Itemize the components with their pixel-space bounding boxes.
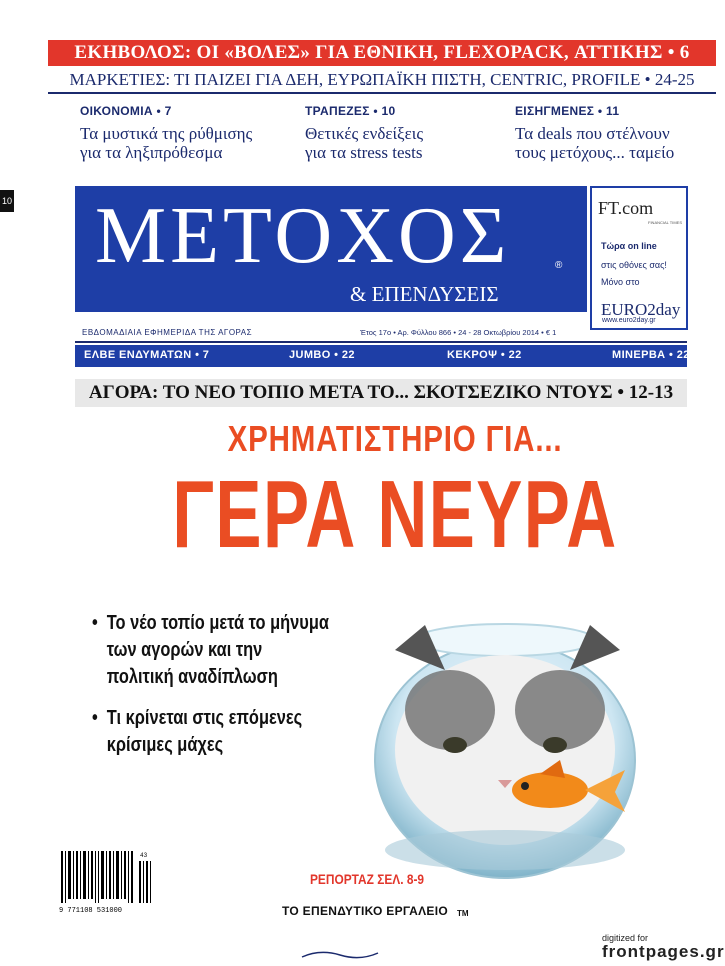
- teaser-oikonomia[interactable]: [80, 104, 280, 162]
- bullet-1: [92, 610, 329, 691]
- bullet-line: πολιτική αναδίπλωση: [106, 666, 278, 688]
- report-pages-link[interactable]: ΡΕΠΟΡΤΑΖ ΣΕΛ. 8-9: [310, 871, 425, 887]
- decorative-swoosh-icon: [300, 945, 380, 965]
- index-item-elve[interactable]: ΕΛΒΕ ΕΝΔΥΜΑΤΩΝ • 7: [84, 349, 210, 361]
- page-number-marker: 10: [0, 190, 14, 212]
- bullet-line: Τι κρίνεται στις επόμενες: [106, 707, 303, 729]
- cat-fishbowl-illustration: [360, 600, 650, 890]
- teaser-body: [305, 124, 505, 162]
- euro2day-logo: EURO2day: [601, 300, 681, 319]
- teaser-line: για τα stress tests: [305, 143, 423, 162]
- ft-promo-line: Τώρα on line: [601, 241, 657, 251]
- ft-small-text: FINANCIAL TIMES: [648, 220, 683, 225]
- bullet-dot-icon: •: [92, 707, 98, 729]
- top-banner[interactable]: ΕΚΗΒΟΛΟΣ: ΟΙ «ΒΟΛΕΣ» ΓΙΑ ΕΘΝΙΚΗ, FLEXOPACK, ΑΤΤΙΚΗΣ • 6: [48, 40, 716, 66]
- ft-promo-line: στις οθόνες σας!: [601, 260, 667, 270]
- teaser-line: Θετικές ενδείξεις: [305, 124, 424, 143]
- digitized-label: digitized for: [602, 933, 649, 943]
- bullet-line: κρίσιμες μάχες: [106, 734, 224, 756]
- masthead-subtitle: & ΕΠΕΝΔΥΣΕΙΣ: [350, 282, 499, 306]
- agora-headline[interactable]: ΑΓΟΡΑ: ΤΟ ΝΕΟ ΤΟΠΙΟ ΜΕΤΑ ΤΟ... ΣΚΟΤΣΕΖΙΚΟ ΝΤΟΥΣ • 12-13: [75, 379, 687, 407]
- index-item-jumbo[interactable]: JUMBO • 22: [289, 349, 355, 361]
- teaser-eisigmenes[interactable]: [515, 104, 715, 162]
- main-headline[interactable]: ΓΕΡΑ ΝΕΥΡΑ: [172, 461, 618, 568]
- bullet-line: Το νέο τοπίο μετά το μήνυμα: [106, 612, 329, 634]
- main-kicker: ΧΡΗΜΑΤΙΣΤΗΡΙΟ ΓΙΑ...: [227, 418, 563, 459]
- second-banner[interactable]: ΜΑΡΚΕΤΙΕΣ: ΤΙ ΠΑΙΖΕΙ ΓΙΑ ΔΕΗ, ΕΥΡΩΠΑΪΚΗ ΠΙΣΤΗ, CENTRIC, PROFILE • 24-25: [48, 68, 716, 94]
- euro2day-url[interactable]: www.euro2day.gr: [602, 317, 656, 324]
- masthead-title: ΜΕΤΟΧΟΣ: [95, 192, 511, 280]
- newspaper-descriptor: ΕΒΔΟΜΑΔΙΑΙΑ ΕΦΗΜΕΡΙΔΑ ΤΗΣ ΑΓΟΡΑΣ: [82, 328, 253, 337]
- barcode-number: 9 771108 531000: [59, 907, 123, 915]
- teaser-body: [80, 124, 280, 162]
- teaser-head: ΤΡΑΠΕΖΕΣ • 10: [305, 104, 396, 118]
- index-item-kekrops[interactable]: ΚΕΚΡΟΨ • 22: [447, 349, 522, 361]
- index-item-minerva[interactable]: ΜΙΝΕΡΒΑ • 22: [612, 349, 690, 361]
- teaser-line: για τα ληξιπρόθεσμα: [80, 143, 223, 162]
- bullet-dot-icon: •: [92, 612, 98, 634]
- bullet-line: των αγορών και την: [106, 639, 263, 661]
- barcode-icon: [57, 847, 155, 917]
- ft-logo: FT.com: [598, 198, 654, 218]
- registered-mark: ®: [555, 260, 563, 271]
- teaser-head: ΕΙΣΗΓΜΕΝΕΣ • 11: [515, 104, 620, 118]
- frontpages-watermark[interactable]: frontpages.gr: [602, 942, 725, 961]
- teaser-line: Τα μυστικά της ρύθμισης: [80, 124, 253, 143]
- bullet-2: [92, 705, 302, 759]
- issue-info: Έτος 17ο • Αρ. Φύλλου 866 • 24 - 28 Οκτωβρίου 2014 • € 1: [360, 328, 557, 337]
- teaser-line: τους μετόχους... ταμείο: [515, 143, 675, 162]
- teaser-line: Τα deals που στέλνουν: [515, 124, 670, 143]
- barcode-addon: 43: [140, 852, 148, 859]
- teaser-body: [515, 124, 715, 162]
- brand-tagline: ΤΟ ΕΠΕΝΔΥΤΙΚΟ ΕΡΓΑΛΕΙΟ: [282, 904, 448, 918]
- ft-promo-line: Μόνο στο: [601, 277, 640, 287]
- teaser-trapezes[interactable]: [305, 104, 505, 162]
- teaser-head: ΟΙΚΟΝΟΜΙΑ • 7: [80, 104, 172, 118]
- trademark-mark: TM: [457, 909, 469, 918]
